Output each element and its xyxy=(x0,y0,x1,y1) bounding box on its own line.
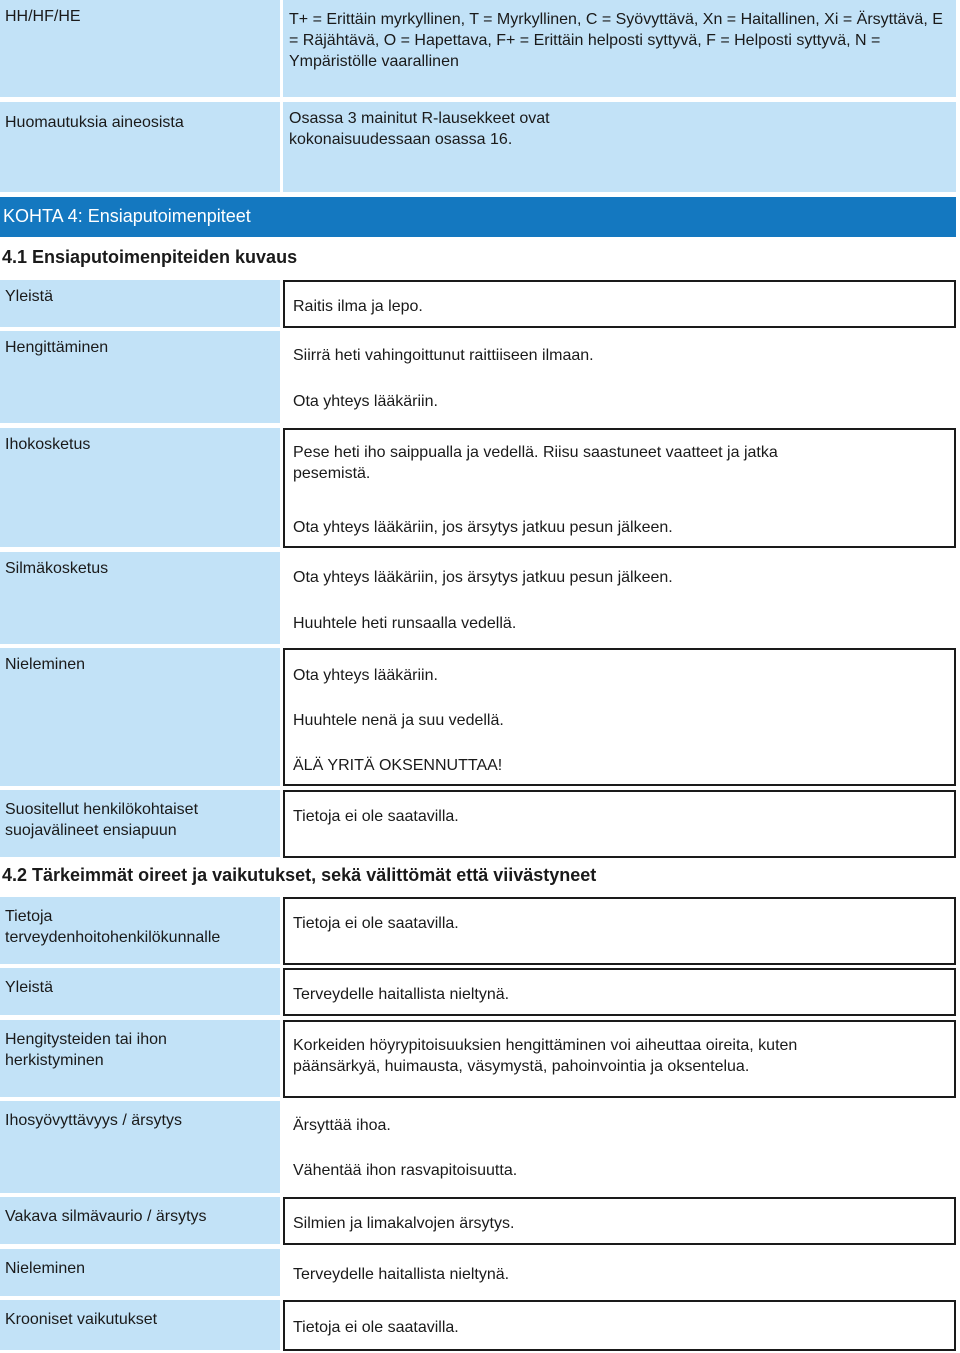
value-eye-contact xyxy=(283,552,956,644)
label-hh-hf-he: HH/HF/HE xyxy=(0,0,280,97)
value-ingredient-notes xyxy=(283,102,956,192)
inhalation-text-1: Siirrä heti vahingoittunut raittiiseen ilmaan. xyxy=(293,347,594,364)
skin-corrosion-text-2: Vähentää ihon rasvapitoisuutta. xyxy=(293,1162,518,1179)
section-4-banner: KOHTA 4: Ensiaputoimenpiteet xyxy=(0,197,956,237)
value-eye-damage xyxy=(283,1197,956,1245)
eye-contact-text-2: Huuhtele heti runsaalla vedellä. xyxy=(293,615,517,632)
ppe-first-aid-label-text: Suositellut henkilökohtaiset suojavälineet ensiapuun xyxy=(5,801,199,839)
value-skin-contact xyxy=(283,428,956,548)
general-42-text: Terveydelle haitallista nieltynä. xyxy=(293,986,510,1003)
label-skin-corrosion: Ihosyövyttävyys / ärsytys xyxy=(0,1101,280,1193)
value-general-42 xyxy=(283,968,956,1016)
ingestion-text-3: ÄLÄ YRITÄ OKSENNUTTAA! xyxy=(293,757,503,774)
label-eye-contact: Silmäkosketus xyxy=(0,552,280,644)
ppe-first-aid-text: Tietoja ei ole saatavilla. xyxy=(293,808,459,825)
ingestion-text-1: Ota yhteys lääkäriin. xyxy=(293,667,438,684)
ingestion-text-2: Huuhtele nenä ja suu vedellä. xyxy=(293,712,504,729)
chronic-effects-text: Tietoja ei ole saatavilla. xyxy=(293,1319,459,1336)
label-eye-damage: Vakava silmävaurio / ärsytys xyxy=(0,1197,280,1244)
health-professionals-label-text: Tietoja terveydenhoitohenkilökunnalle xyxy=(5,908,221,946)
skin-contact-text-1: Pese heti iho saippualla ja vedellä. Riisu saastuneet vaatteet ja jatka pesemistä. xyxy=(293,444,778,482)
value-health-professionals xyxy=(283,897,956,965)
value-inhalation xyxy=(283,331,956,423)
label-skin-contact: Ihokosketus xyxy=(0,428,280,547)
label-ingredient-notes: Huomautuksia aineosista xyxy=(0,102,280,192)
inhalation-text-2: Ota yhteys lääkäriin. xyxy=(293,393,438,410)
subsection-4-2-title: 4.2 Tärkeimmät oireet ja vaikutukset, sekä välittömät että viivästyneet xyxy=(2,865,597,885)
general-text-1: Raitis ilma ja lepo. xyxy=(293,298,423,315)
label-sensitization xyxy=(0,1020,280,1097)
skin-contact-text-2: Ota yhteys lääkäriin, jos ärsytys jatkuu pesun jälkeen. xyxy=(293,519,673,536)
skin-corrosion-text-1: Ärsyttää ihoa. xyxy=(293,1117,391,1134)
value-ingestion-42 xyxy=(283,1249,956,1296)
sensitization-label-text: Hengitysteiden tai ihon herkistyminen xyxy=(5,1031,167,1069)
value-ppe-first-aid xyxy=(283,790,956,858)
value-skin-corrosion xyxy=(283,1101,956,1193)
label-ingestion: Nieleminen xyxy=(0,648,280,786)
ingredient-notes-text: Osassa 3 mainitut R-lausekkeet ovat kokonaisuudessaan osassa 16. xyxy=(289,110,550,148)
value-ingestion xyxy=(283,648,956,786)
label-ppe-first-aid xyxy=(0,790,280,857)
label-general-42: Yleistä xyxy=(0,968,280,1015)
eye-contact-text-1: Ota yhteys lääkäriin, jos ärsytys jatkuu pesun jälkeen. xyxy=(293,569,673,586)
sensitization-text: Korkeiden höyrypitoisuuksien hengittäminen voi aiheuttaa oireita, kuten päänsärkyä, huimausta, väsymystä, pahoinvointia ja oksentelua. xyxy=(293,1037,798,1075)
eye-damage-text: Silmien ja limakalvojen ärsytys. xyxy=(293,1215,515,1232)
label-chronic-effects: Krooniset vaikutukset xyxy=(0,1300,280,1350)
subsection-4-1-title: 4.1 Ensiaputoimenpiteiden kuvaus xyxy=(2,247,298,267)
label-general: Yleistä xyxy=(0,280,280,327)
label-inhalation: Hengittäminen xyxy=(0,331,280,423)
value-sensitization xyxy=(283,1020,956,1098)
value-chronic-effects xyxy=(283,1300,956,1351)
ingestion-42-text: Terveydelle haitallista nieltynä. xyxy=(293,1266,510,1283)
value-hh-hf-he: T+ = Erittäin myrkyllinen, T = Myrkyllinen, C = Syövyttävä, Xn = Haitallinen, Xi = Ärsyttävä, E = Räjähtävä, O = Hapettava, F+ = Erittäin helposti syttyvä, F = Helposti syttyvä, N = Ympäristölle vaarallinen xyxy=(283,0,956,97)
value-general xyxy=(283,280,956,328)
label-health-professionals xyxy=(0,897,280,964)
health-professionals-text: Tietoja ei ole saatavilla. xyxy=(293,915,459,932)
label-ingestion-42: Nieleminen xyxy=(0,1249,280,1296)
